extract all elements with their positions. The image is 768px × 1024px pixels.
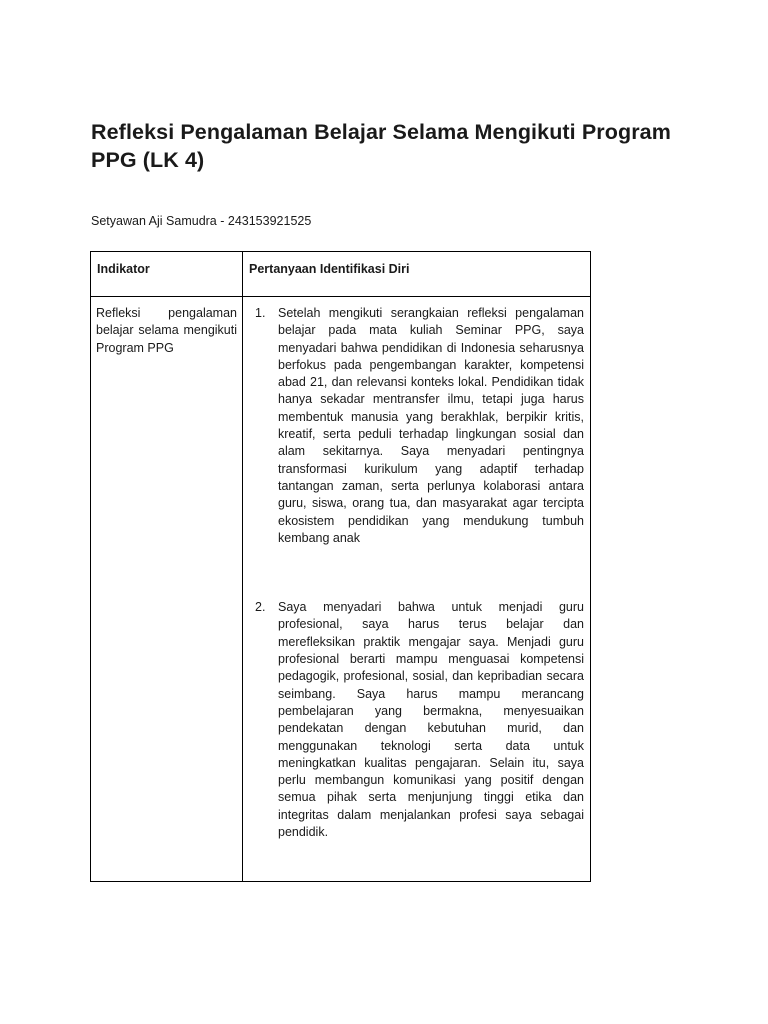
page-title: Refleksi Pengalaman Belajar Selama Mengikuti Program PPG (LK 4): [91, 120, 671, 172]
header-indicator: Indikator: [91, 252, 243, 297]
table-header-row: [91, 252, 591, 297]
answer-number: 1.: [255, 306, 266, 320]
answer-list: [253, 305, 584, 841]
answer-text: Setelah mengikuti serangkaian refleksi pengalaman belajar pada mata kuliah Seminar PPG, saya menyadari bahwa pendidikan di Indonesia seharusnya berfokus pada pengembangan karakter, kompetensi abad 21, dan relevansi konteks lokal. Pendidikan tidak hanya sekadar mentransfer ilmu, tetapi juga harus membentuk manusia yang berakhlak, berpikir kritis, kreatif, serta peduli terhadap lingkungan sosial dan alam sekitarnya. Saya menyadari pentingnya transformasi kurikulum yang adaptif terhadap tantangan zaman, serta perlunya kolaborasi antara guru, siswa, orang tua, dan masyarakat agar tercipta ekosistem pendidikan yang mendukung tumbuh kembang anak: [278, 306, 584, 545]
table-row: [91, 297, 591, 882]
answer-number: 2.: [255, 600, 266, 615]
answer-item: [253, 305, 584, 547]
reflection-table: [90, 251, 591, 882]
answers-cell: [243, 297, 591, 882]
indicator-cell: Refleksi pengalaman belajar selama mengikuti Program PPG: [91, 297, 243, 882]
answer-item: [253, 599, 584, 841]
author-line: Setyawan Aji Samudra - 243153921525: [91, 214, 312, 228]
answer-text: Saya menyadari bahwa untuk menjadi guru profesional, saya harus terus belajar dan merefleksikan praktik mengajar saya. Menjadi guru profesional berarti mampu menguasai kompetensi pedagogik, profesional, sosial, dan kepribadian secara seimbang. Saya harus mampu merancang pembelajaran yang bermakna, menyesuaikan pendekatan dengan kebutuhan murid, dan menggunakan teknologi serta data untuk meningkatkan kualitas pengajaran. Selain itu, saya perlu membangun komunikasi yang positif dengan semua pihak serta menjunjung tinggi etika dan integritas dalam menjalankan profesi saya sebagai pendidik.: [278, 600, 584, 840]
header-question: Pertanyaan Identifikasi Diri: [243, 252, 591, 297]
